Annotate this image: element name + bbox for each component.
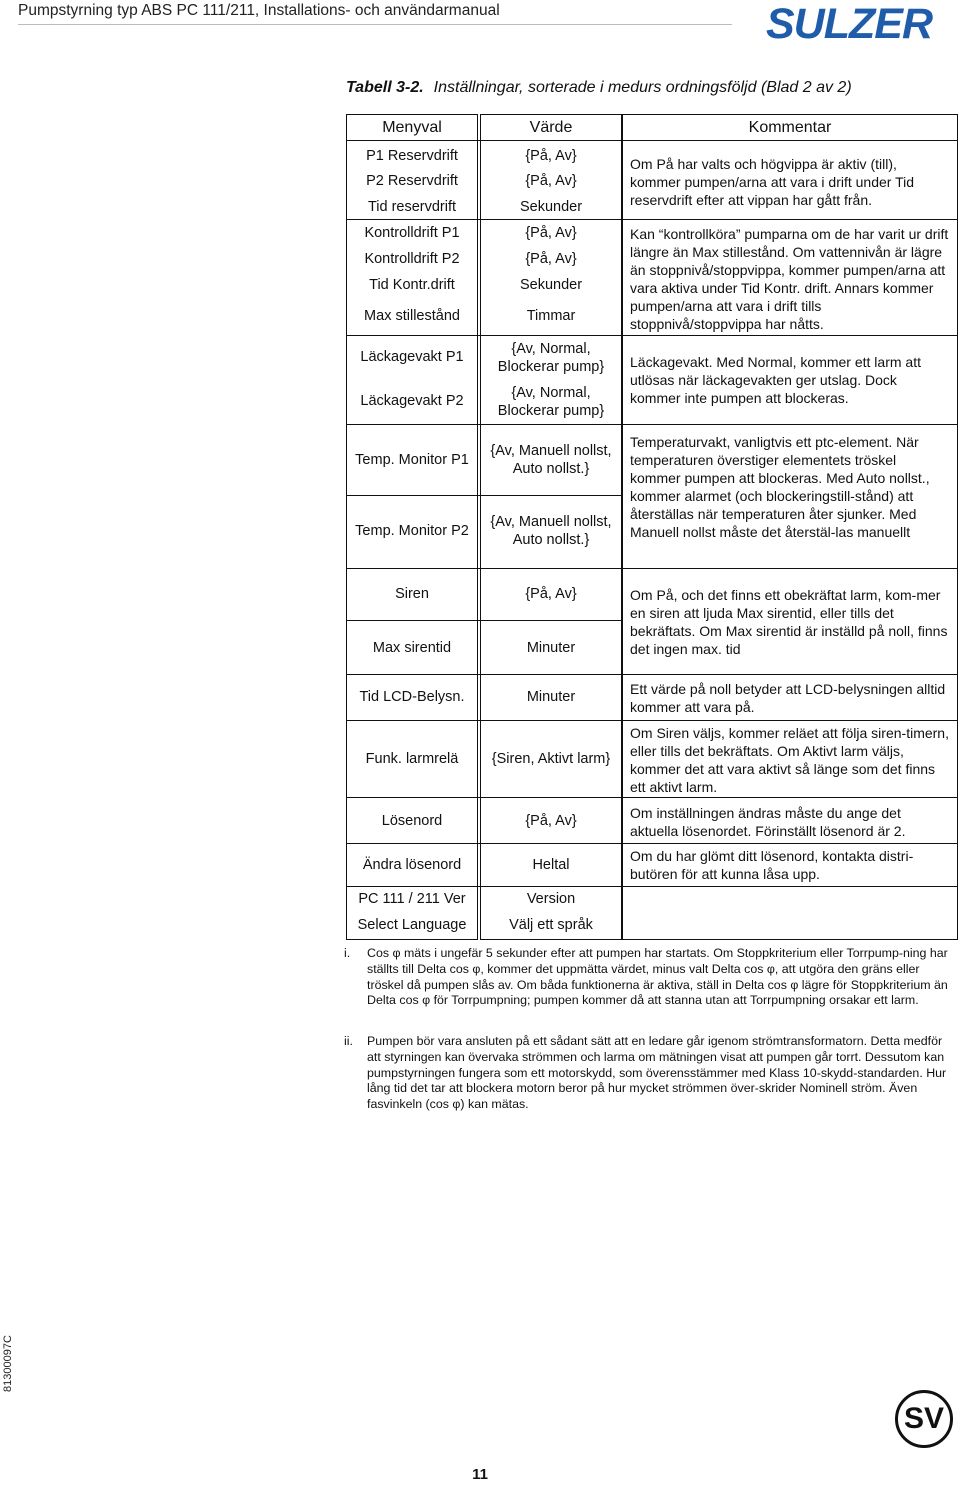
menu-cell: Tid Kontr.drift (369, 277, 455, 293)
menu-cell: Kontrolldrift P2 (364, 251, 460, 267)
value-cell: Heltal (532, 857, 570, 873)
value-cell: {På, Av} (525, 148, 577, 164)
menu-cell: Funk. larmrelä (365, 751, 459, 767)
table-caption-label: Tabell 3-2. (346, 79, 424, 96)
comment-cell: Om På har valts och högvippa är aktiv (till), kommer pumpen/arna att vara i drift under Tid reservdrift efter att vippan har gått från. (630, 156, 915, 208)
row-divider (346, 620, 622, 621)
value-cell: Sekunder (519, 277, 583, 293)
menu-cell: P1 Reservdrift (366, 148, 458, 164)
value-cell: Välj ett språk (509, 917, 593, 933)
value-cell: Minuter (526, 689, 576, 705)
row-divider (346, 797, 958, 798)
row-divider (346, 720, 958, 721)
comment-cell: Om inställningen ändras måste du ange det aktuella lösenordet. Förinställt lösenord är 2. (630, 805, 906, 839)
column-header-value: Värde (529, 119, 573, 136)
value-cell: {På, Av} (525, 813, 577, 829)
menu-cell: Max sirentid (372, 640, 452, 656)
menu-cell: Kontrolldrift P1 (364, 225, 460, 241)
comment-cell: Kan “kontrollköra” pumparna om de har varit ur drift längre än Max stillestånd. Om vattennivån är lägre än stoppnivå/stoppvippa, kommer pumpen/arna att vara aktiva under Tid Kontr. drift. Annars kommer pumpen/arna att vara i drift tills stoppnivå/stoppvippa har nåtts. (630, 226, 949, 332)
value-cell: {På, Av} (525, 173, 577, 189)
value-cell: {Av, Normal, Blockerar pump} (497, 385, 605, 419)
menu-cell: Siren (395, 586, 429, 602)
menu-cell: Lösenord (381, 813, 443, 829)
menu-cell: P2 Reservdrift (366, 173, 458, 189)
row-divider (346, 335, 958, 336)
value-cell: Minuter (526, 640, 576, 656)
document-id: 81300097C (2, 1335, 14, 1392)
comment-cell: Ett värde på noll betyder att LCD-belysningen alltid kommer att vara på. (630, 681, 946, 715)
table-caption (346, 79, 852, 97)
row-divider (346, 568, 958, 569)
row-divider (346, 843, 958, 844)
row-divider (346, 424, 958, 425)
column-header-comment: Kommentar (748, 119, 832, 136)
comment-cell: Om Siren väljs, kommer reläet att följa siren-timern, eller tills det bekräftats. Om Aktivt larm väljs, kommer det att vara aktivt så länge som det finns ett aktivt larm. (630, 725, 949, 795)
footnote-marker: ii. (344, 1034, 353, 1048)
value-cell: {Av, Manuell nollst, Auto nollst.} (490, 514, 612, 548)
value-cell: Sekunder (519, 199, 583, 215)
footnote (344, 946, 954, 1009)
menu-cell: Max stillestånd (364, 308, 460, 324)
menu-cell: Läckagevakt P2 (360, 393, 464, 409)
comment-cell: Om du har glömt ditt lösenord, kontakta distri-butören för att kunna låsa upp. (630, 848, 914, 882)
value-cell: {Av, Manuell nollst, Auto nollst.} (490, 443, 612, 477)
footnote-marker: i. (344, 946, 351, 960)
footnote-text: Pumpen bör vara ansluten på ett sådant sätt att en ledare går igenom strömtransformatorn. Detta medför att styrningen kan övervaka strömmen och larma om mätningen visat att pumpen går torrt. Dessutom kan pumpstyrningen fungera som ett motorskydd, som överensstämmer med Klass 10-skydd-standarden. Hur lång tid det tar att blockera motorn beror på hur mycket strömmen över-skrider Nominell ström. Även fasvinkeln (cos φ) kan mätas. (367, 1034, 947, 1112)
menu-cell: Ändra lösenord (362, 857, 462, 873)
value-cell: {På, Av} (525, 225, 577, 241)
footnote-text: Cos φ mäts i ungefär 5 sekunder efter att pumpen har startats. Om Stoppkriterium eller Torrpump-ning har ställts till Delta cos φ, kommer det uppmätta värdet, minus valt Delta cos φ, att utgöra den gräns eller tröskel då pumpen slås av. Om båda funktionerna är aktiva, ställ in Delta cos φ lägre för Stoppkriterium än Delta cos φ för Torrpumpning; pumpen kommer då att stanna utan att Torrpumpning orsakar ett larm. (367, 946, 948, 1008)
row-divider (346, 886, 958, 887)
comment-cell: Läckagevakt. Med Normal, kommer ett larm att utlösas när läckagevakten ger utslag. Dock kommer inte pumpen att blockeras. (630, 354, 921, 406)
menu-cell: Select Language (357, 917, 467, 933)
menu-cell: Tid LCD-Belysn. (359, 689, 465, 705)
value-cell: Timmar (526, 308, 576, 324)
menu-cell: Temp. Monitor P2 (355, 523, 469, 539)
footnote (344, 1034, 954, 1113)
table-caption-text: Inställningar, sorterade i medurs ordningsföljd (Blad 2 av 2) (433, 79, 852, 96)
value-cell: {Av, Normal, Blockerar pump} (497, 341, 605, 375)
value-cell: {Siren, Aktivt larm} (491, 751, 611, 767)
row-divider (346, 495, 622, 496)
menu-cell: Temp. Monitor P1 (355, 452, 469, 468)
header-divider (18, 24, 732, 25)
language-badge: SV (895, 1390, 953, 1448)
menu-cell: Tid reservdrift (367, 199, 457, 215)
row-divider (346, 219, 958, 220)
page-number: 11 (472, 1466, 488, 1483)
document-header-title: Pumpstyrning typ ABS PC 111/211, Installations- och användarmanual (18, 2, 500, 19)
sulzer-logo: SULZER (766, 0, 932, 48)
comment-cell: Temperaturvakt, vanligtvis ett ptc-element. När temperaturen överstiger elementets tröskel kommer pumpen att blockeras. Med Auto nollst., kommer alarmet (och blockeringstill-stånd) att återställas när temperaturen åter sjunker. Med Manuell nollst måste det återstäl-las manuellt (630, 434, 930, 540)
value-cell: {På, Av} (525, 586, 577, 602)
value-cell: {På, Av} (525, 251, 577, 267)
menu-cell: PC 111 / 211 Ver (358, 891, 466, 907)
row-divider (346, 674, 958, 675)
value-cell: Version (526, 891, 576, 907)
menu-cell: Läckagevakt P1 (360, 349, 464, 365)
column-header-menu: Menyval (382, 119, 442, 136)
row-divider (346, 140, 958, 141)
comment-cell: Om På, och det finns ett obekräftat larm, kom-mer en siren att ljuda Max sirentid, eller tills det bekräftats. Om Max sirentid är inställd på noll, finns det ingen max. tid (630, 587, 948, 657)
